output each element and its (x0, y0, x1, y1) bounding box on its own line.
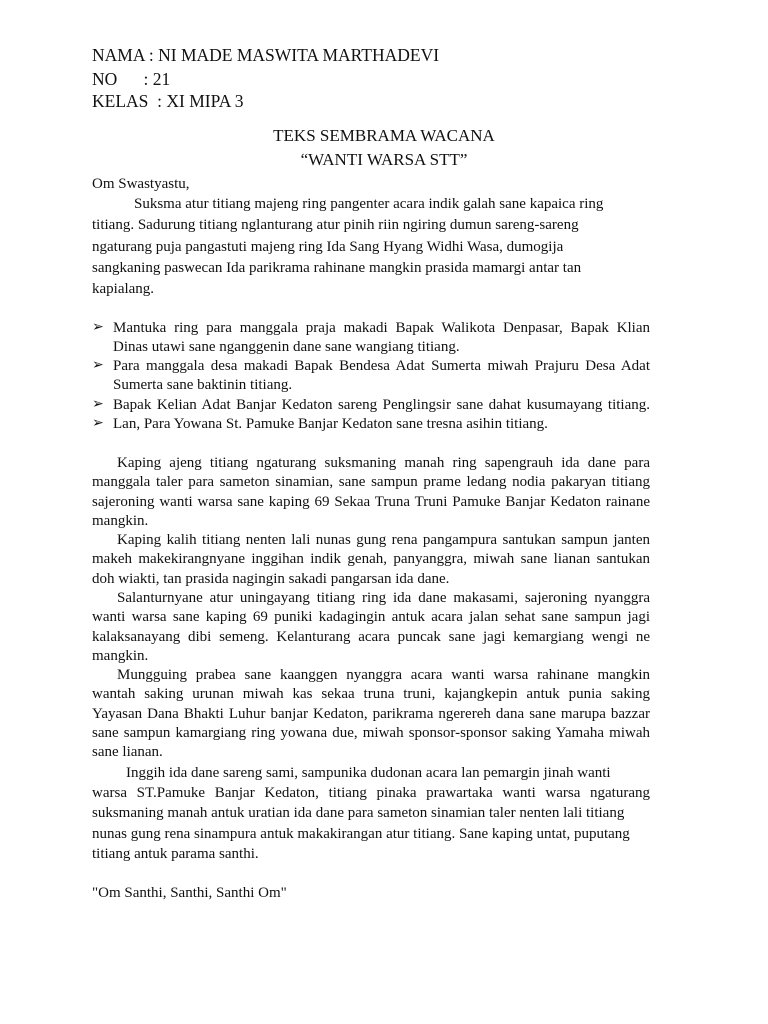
paragraph-line: sajeroning wanti warsa sane kaping 69 Sekaa Truna Truni Pamuke Banjar Kedaton rainane (92, 494, 650, 510)
arrow-bullet-icon: ➢ (92, 397, 104, 412)
paragraph-line: makeh makekirangnyane inggihan indik genah, panyanggra, miwah sane lianan santukan (92, 551, 650, 567)
paragraph-line: kalaksanayang dibi semeng. Kelanturang acara puncak sane jagi kemargiang wengi ne (92, 629, 650, 645)
intro-line: ngaturang puja pangastuti majeng ring Ida Sang Hyang Widhi Wasa, dumogija (92, 239, 564, 255)
arrow-bullet-icon: ➢ (92, 416, 104, 431)
bullet-item-cont: Dinas utawi sane nganggenin dane sane wangiang titiang. (113, 339, 460, 355)
paragraph-line: Mungguing prabea sane kaanggen nyanggra acara wanti warsa rahinane mangkin (117, 667, 650, 683)
bullet-item: Lan, Para Yowana St. Pamuke Banjar Kedaton sane tresna asihin titiang. (113, 416, 548, 432)
arrow-bullet-icon: ➢ (92, 320, 104, 335)
paragraph-line: Kaping kalih titiang nenten lali nunas gung rena pangampura santukan sampun janten (117, 532, 650, 548)
paragraph-line: Inggih ida dane sareng sami, sampunika dudonan acara lan pemargin jinah wanti (126, 765, 611, 781)
paragraph-line: Salanturnyane atur uningayang titiang ring ida dane makasami, sajeroning nyanggra (117, 590, 650, 606)
header-no: NO : 21 (92, 69, 171, 89)
bullet-item-cont: Sumerta sane baktinin titiang. (113, 377, 293, 393)
intro-line: titiang. Sadurung titiang nglanturang atur pinih riin ngiring dumun sareng-sareng (92, 217, 579, 233)
paragraph-line: suksmaning manah antuk uratian ida dane para sameton sinamian taler nenten lali titiang (92, 805, 625, 821)
intro-line: sangkaning paswecan Ida parikrama rahinane mangkin prasida mamargi antar tan (92, 260, 582, 276)
bullet-item: Bapak Kelian Adat Banjar Kedaton sareng Penglingsir sane dahat kusumayang titiang. (113, 397, 650, 413)
paragraph-line: nunas gung rena sinampura antuk makakirangan atur titiang. Sane kaping untat, puputang (92, 826, 630, 842)
paragraph-line: manggala taler para sameton sinamian, sane sampun prame ledang nodia pakaryan titiang (92, 474, 650, 490)
paragraph-line: Yayasan Dana Bhakti Luhur banjar Kedaton, parikrama ngerereh dana sane marupa bazzar (92, 706, 650, 722)
closing: "Om Santhi, Santhi, Santhi Om" (92, 885, 287, 901)
paragraph-line: wantah saking urunan miwah kas sekaa truna truni, kajangkepin antuk punia saking (92, 686, 650, 702)
paragraph-line: sane sampun kamargiang ring yowana due, miwah sponsor-sponsor saking Yamaha miwah (92, 725, 650, 741)
paragraph-line: wanti warsa sane kaping 69 puniki kadagingin antuk acara jalan sehat sane sampun jagi (92, 609, 650, 625)
bullet-item: Para manggala desa makadi Bapak Bendesa Adat Sumerta miwah Prajuru Desa Adat (113, 358, 650, 374)
paragraph-line: mangkin. (92, 513, 149, 529)
document-subtitle: “WANTI WARSA STT” (300, 150, 468, 169)
header-kelas: KELAS : XI MIPA 3 (92, 91, 244, 111)
greeting: Om Swastyastu, (92, 176, 190, 192)
paragraph-line: warsa ST.Pamuke Banjar Kedaton, titiang pinaka prawartaka wanti warsa ngaturang (92, 785, 650, 801)
header-nama: NAMA : NI MADE MASWITA MARTHADEVI (92, 45, 440, 65)
paragraph-line: titiang antuk parama santhi. (92, 846, 259, 862)
document-title: TEKS SEMBRAMA WACANA (273, 126, 495, 145)
paragraph-line: Kaping ajeng titiang ngaturang suksmaning manah ring sapengrauh ida dane para (117, 455, 650, 471)
intro-line: kapialang. (92, 281, 155, 297)
paragraph-line: doh wiakti, tan prasida nagingin sakadi pangarsan ida dane. (92, 571, 450, 587)
arrow-bullet-icon: ➢ (92, 358, 104, 373)
paragraph-line: sane lianan. (92, 744, 163, 760)
intro-line: Suksma atur titiang majeng ring pangenter acara indik galah sane kapaica ring (134, 196, 604, 212)
bullet-item: Mantuka ring para manggala praja makadi Bapak Walikota Denpasar, Bapak Klian (113, 320, 650, 336)
paragraph-line: mangkin. (92, 648, 149, 664)
